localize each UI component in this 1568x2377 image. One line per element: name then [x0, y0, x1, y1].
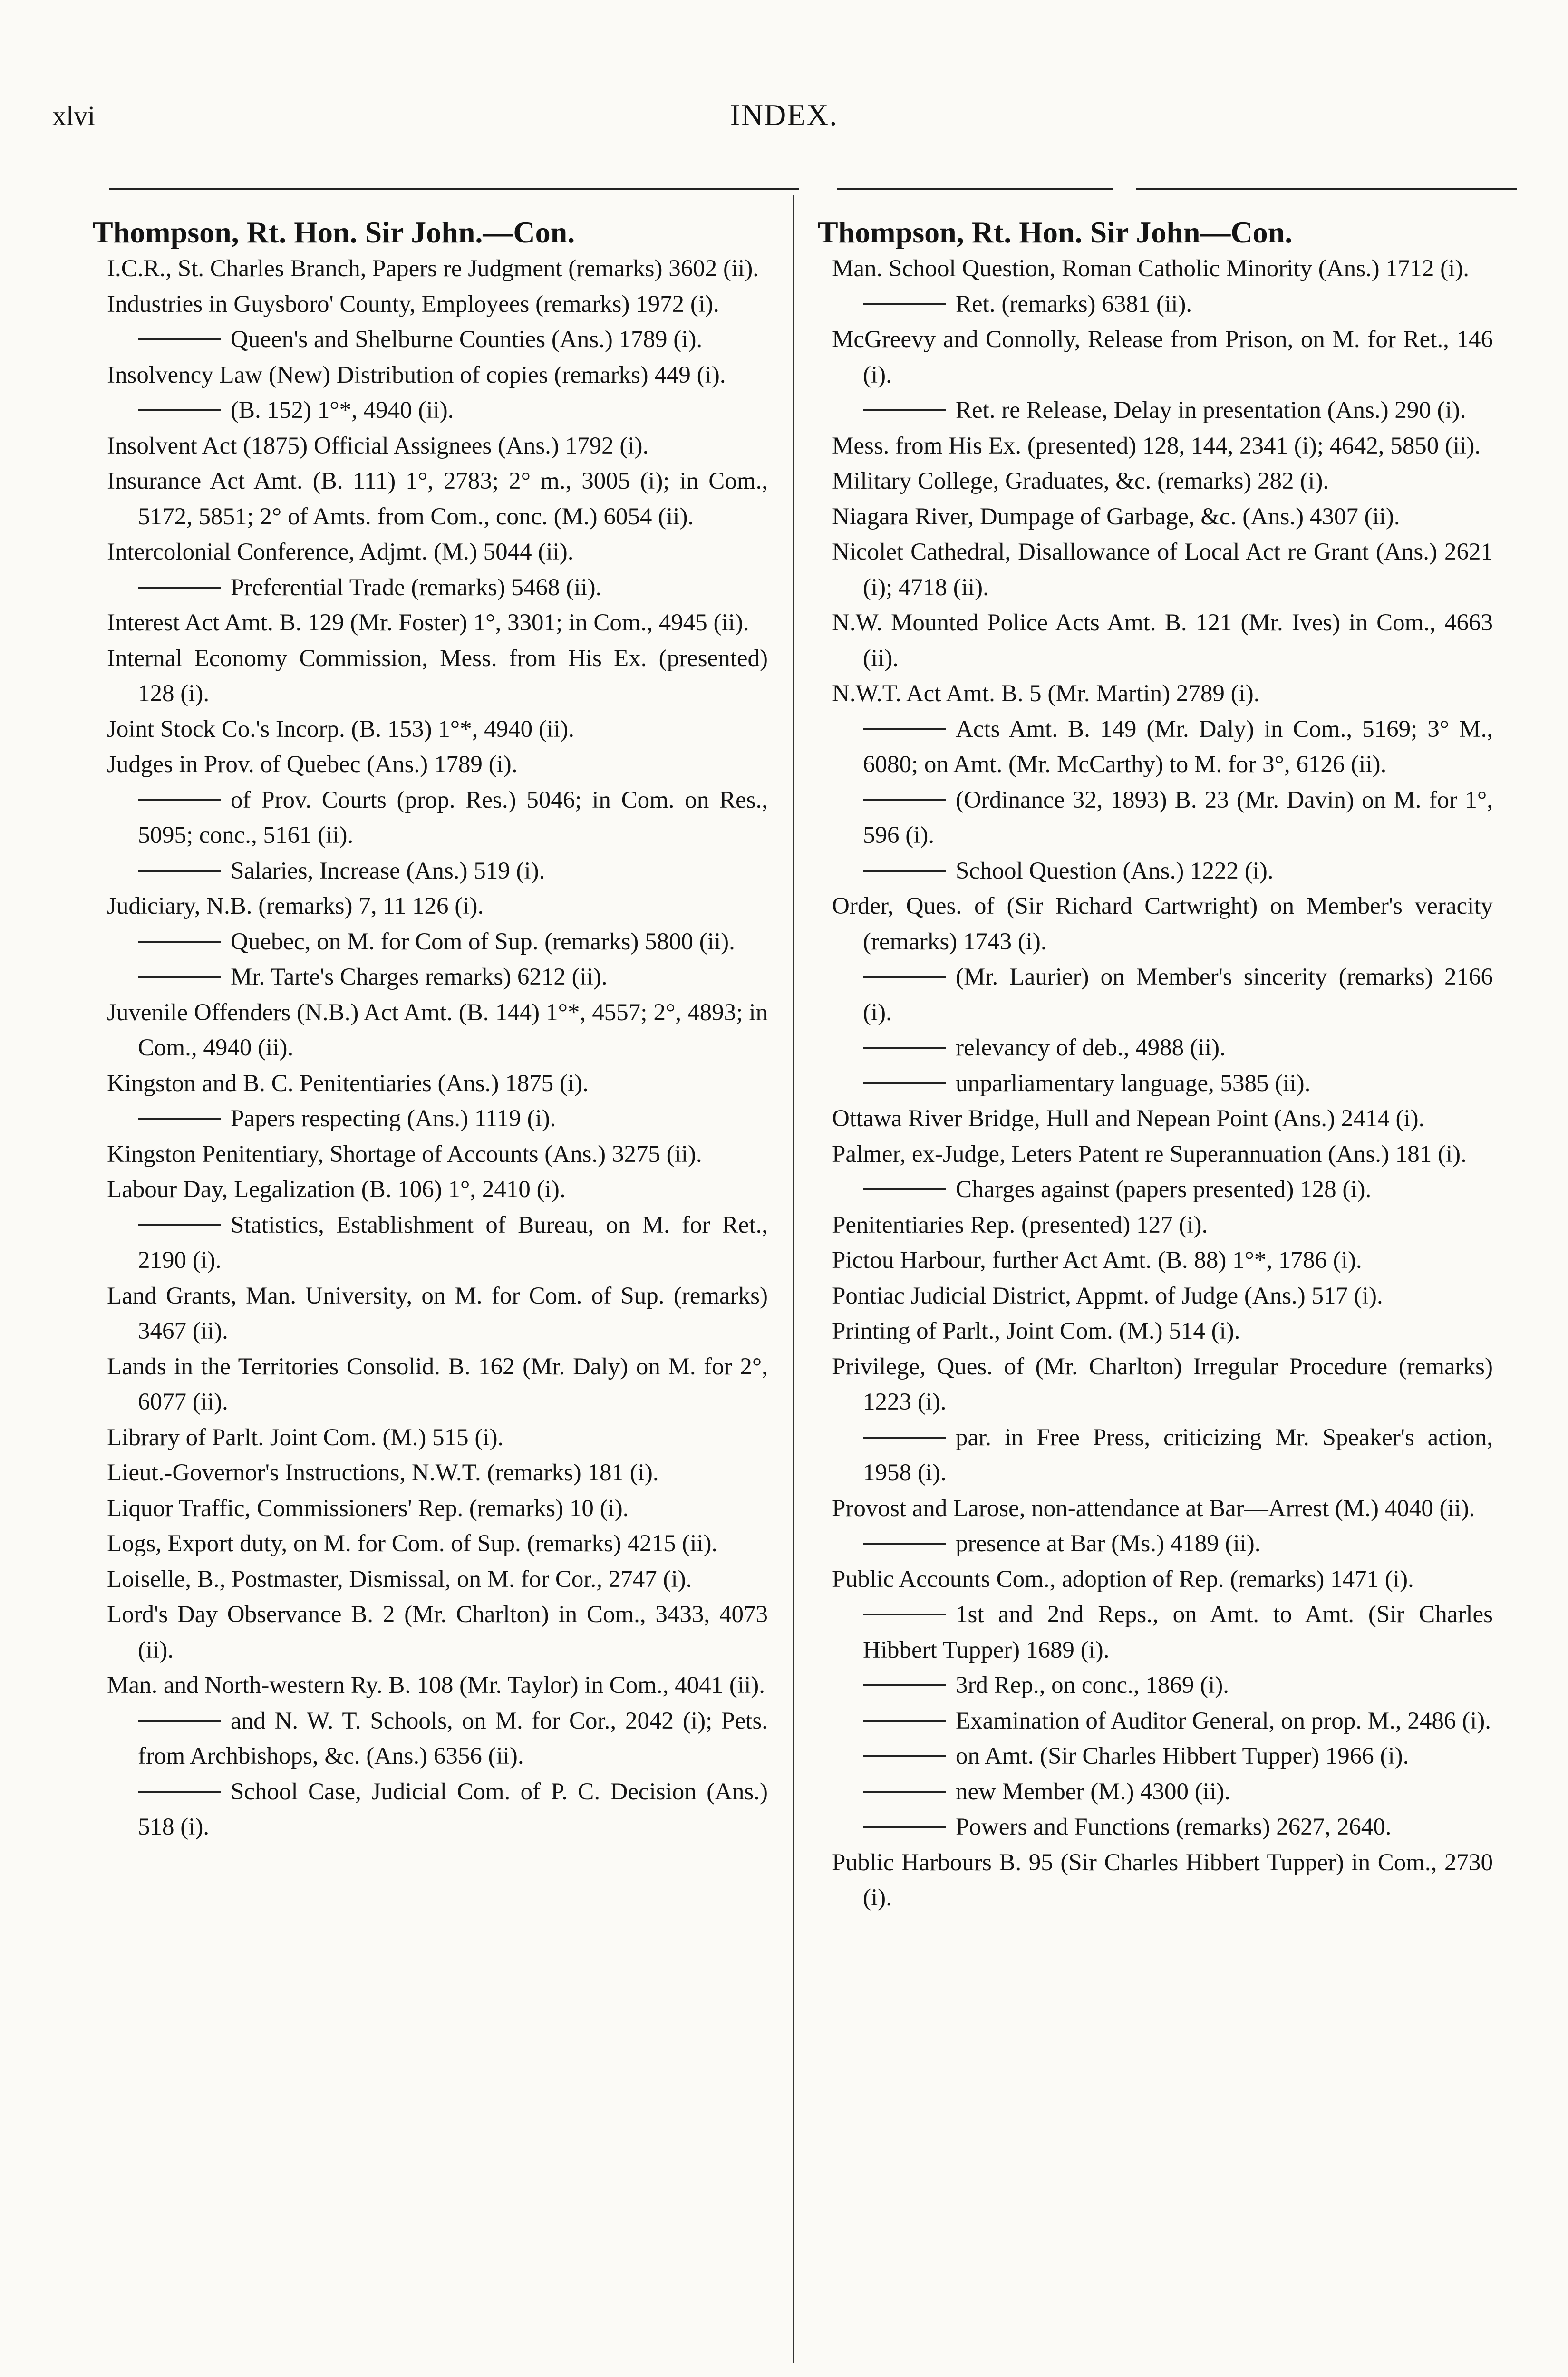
index-entry: [818, 676, 1493, 712]
index-subentry: [818, 1172, 1493, 1208]
entry-text: Lands in the Territories Consolid. B. 162 (Mr. Daly) on M. for 2°, 6077 (ii).: [107, 1353, 768, 1415]
index-entry: [818, 322, 1493, 393]
index-subentry: [818, 1703, 1493, 1739]
index-subentry: [818, 783, 1493, 853]
ditto-dash: [863, 303, 946, 305]
entry-text: unparliamentary language, 5385 (ii).: [956, 1070, 1311, 1097]
index-subentry: [818, 1526, 1493, 1562]
entry-text: N.W. Mounted Police Acts Amt. B. 121 (Mr. Ives) in Com., 4663 (ii).: [832, 609, 1493, 672]
entry-text: McGreevy and Connolly, Release from Prison, on M. for Ret., 146 (i).: [832, 326, 1493, 388]
index-entry: [818, 534, 1493, 605]
entry-text: Intercolonial Conference, Adjmt. (M.) 5044 (ii).: [107, 539, 574, 565]
ditto-dash: [863, 1188, 946, 1190]
index-entry: [93, 605, 768, 641]
ditto-dash: [138, 1118, 221, 1120]
ditto-dash: [138, 587, 221, 589]
index-subentry: [818, 1809, 1493, 1845]
entry-text: on Amt. (Sir Charles Hibbert Tupper) 1966 (i).: [956, 1743, 1409, 1769]
index-entry: [818, 1278, 1493, 1314]
index-entry: [93, 358, 768, 393]
entry-text: Papers respecting (Ans.) 1119 (i).: [231, 1105, 556, 1132]
entry-text: Palmer, ex-Judge, Leters Patent re Superannuation (Ans.) 181 (i).: [832, 1140, 1467, 1168]
entry-text: Land Grants, Man. University, on M. for Com. of Sup. (remarks) 3467 (ii).: [107, 1282, 768, 1344]
header-rule: [109, 188, 799, 190]
entry-text: Public Accounts Com., adoption of Rep. (remarks) 1471 (i).: [832, 1565, 1414, 1593]
entry-text: Kingston Penitentiary, Shortage of Accounts (Ans.) 3275 (ii).: [107, 1140, 702, 1168]
index-entry: [93, 428, 768, 464]
entry-text: Lord's Day Observance B. 2 (Mr. Charlton) in Com., 3433, 4073 (ii).: [107, 1601, 768, 1663]
entry-text: Penitentiaries Rep. (presented) 127 (i).: [832, 1211, 1208, 1238]
column-heading: Thompson, Rt. Hon. Sir John—Con.: [818, 215, 1293, 249]
entry-text: Acts Amt. B. 149 (Mr. Daly) in Com., 5169; 3° M., 6080; on Amt. (Mr. McCarthy) to M. for 3°, 6126 (ii).: [863, 715, 1493, 778]
index-entry: [93, 1597, 768, 1668]
ditto-dash: [863, 1437, 946, 1439]
index-subentry: [93, 393, 768, 428]
index-subentry: [93, 783, 768, 853]
entry-text: Man. School Question, Roman Catholic Minority (Ans.) 1712 (i).: [832, 255, 1470, 282]
index-entry: [93, 1562, 768, 1597]
entry-text: Printing of Parlt., Joint Com. (M.) 514 (i).: [832, 1318, 1240, 1344]
entry-text: Ottawa River Bridge, Hull and Nepean Point (Ans.) 2414 (i).: [832, 1105, 1425, 1132]
index-entry: [93, 464, 768, 534]
index-entry: [93, 1137, 768, 1172]
entry-text: Queen's and Shelburne Counties (Ans.) 1789 (i).: [231, 326, 703, 353]
column-heading: Thompson, Rt. Hon. Sir John.—Con.: [93, 215, 575, 249]
entry-list: [93, 251, 768, 1845]
entry-list: [818, 251, 1493, 1916]
ditto-dash: [863, 728, 946, 730]
index-entry: [818, 1314, 1493, 1349]
entry-text: Pontiac Judicial District, Appmt. of Judge (Ans.) 517 (i).: [832, 1282, 1383, 1309]
index-subentry: [818, 393, 1493, 428]
entry-text: Judiciary, N.B. (remarks) 7, 11 126 (i).: [107, 893, 484, 919]
index-subentry: [818, 853, 1493, 889]
index-entry: [818, 1349, 1493, 1420]
entry-text: Ret. (remarks) 6381 (ii).: [956, 290, 1192, 318]
index-entry: [93, 1526, 768, 1562]
entry-text: Ret. re Release, Delay in presentation (Ans.) 290 (i).: [956, 397, 1466, 424]
index-subentry: [93, 1703, 768, 1774]
entry-text: Liquor Traffic, Commissioners' Rep. (remarks) 10 (i).: [107, 1495, 629, 1522]
index-subentry: [93, 959, 768, 995]
entry-text: Judges in Prov. of Quebec (Ans.) 1789 (i).: [107, 751, 518, 778]
column-divider: [793, 195, 794, 2363]
right-column: [818, 214, 1493, 1916]
entry-text: relevancy of deb., 4988 (ii).: [956, 1034, 1226, 1061]
ditto-dash: [863, 1791, 946, 1793]
entry-text: Privilege, Ques. of (Mr. Charlton) Irregular Procedure (remarks) 1223 (i).: [832, 1353, 1493, 1415]
entry-text: Powers and Functions (remarks) 2627, 2640.: [956, 1814, 1392, 1840]
index-entry: [93, 712, 768, 747]
index-entry: [818, 499, 1493, 535]
entry-text: 3rd Rep., on conc., 1869 (i).: [956, 1672, 1229, 1699]
page-number: xlvi: [52, 100, 96, 131]
index-entry: [818, 464, 1493, 499]
header-rule: [1136, 188, 1517, 190]
index-subentry: [818, 959, 1493, 1030]
index-subentry: [818, 1774, 1493, 1810]
index-entry: [93, 1172, 768, 1208]
entry-text: Mr. Tarte's Charges remarks) 6212 (ii).: [231, 964, 608, 990]
index-subentry: [93, 853, 768, 889]
index-subentry: [93, 322, 768, 358]
entry-text: Juvenile Offenders (N.B.) Act Amt. (B. 144) 1°*, 4557; 2°, 4893; in Com., 4940 (ii).: [107, 999, 768, 1061]
index-entry: [93, 641, 768, 712]
entry-text: School Question (Ans.) 1222 (i).: [956, 857, 1274, 884]
entry-text: Public Harbours B. 95 (Sir Charles Hibbert Tupper) in Com., 2730 (i).: [832, 1849, 1493, 1911]
entry-text: of Prov. Courts (prop. Res.) 5046; in Com. on Res., 5095; conc., 5161 (ii).: [138, 786, 768, 849]
index-subentry: [818, 1420, 1493, 1491]
entry-text: (Mr. Laurier) on Member's sincerity (remarks) 2166 (i).: [863, 964, 1493, 1026]
index-entry: [93, 1349, 768, 1420]
index-entry: [818, 1243, 1493, 1278]
index-entry: [93, 1278, 768, 1349]
index-subentry: [818, 1066, 1493, 1102]
entry-text: Insurance Act Amt. (B. 111) 1°, 2783; 2° m., 3005 (i); in Com., 5172, 5851; 2° of Amts. from Com., conc. (M.) 6054 (ii).: [107, 468, 768, 530]
entry-text: Loiselle, B., Postmaster, Dismissal, on M. for Cor., 2747 (i).: [107, 1565, 692, 1593]
index-entry: [93, 889, 768, 924]
index-entry: [93, 1491, 768, 1527]
header-rule: [837, 188, 1113, 190]
index-entry: [93, 534, 768, 570]
ditto-dash: [863, 1720, 946, 1722]
entry-text: I.C.R., St. Charles Branch, Papers re Judgment (remarks) 3602 (ii).: [107, 255, 759, 282]
entry-text: Industries in Guysboro' County, Employees (remarks) 1972 (i).: [107, 290, 719, 318]
ditto-dash: [863, 1755, 946, 1757]
running-head: INDEX.: [730, 98, 838, 132]
index-subentry: [93, 570, 768, 606]
entry-text: Logs, Export duty, on M. for Com. of Sup. (remarks) 4215 (ii).: [107, 1530, 718, 1557]
entry-text: Military College, Graduates, &c. (remarks) 282 (i).: [832, 468, 1329, 494]
index-entry: [818, 1137, 1493, 1172]
ditto-dash: [138, 338, 221, 340]
index-entry: [93, 747, 768, 783]
entry-text: N.W.T. Act Amt. B. 5 (Mr. Martin) 2789 (i).: [832, 680, 1260, 707]
ditto-dash: [138, 1720, 221, 1722]
entry-text: Labour Day, Legalization (B. 106) 1°, 2410 (i).: [107, 1176, 566, 1203]
entry-text: Statistics, Establishment of Bureau, on M. for Ret., 2190 (i).: [138, 1211, 768, 1274]
entry-text: Library of Parlt. Joint Com. (M.) 515 (i).: [107, 1424, 504, 1451]
ditto-dash: [138, 1791, 221, 1793]
entry-text: Internal Economy Commission, Mess. from His Ex. (presented) 128 (i).: [107, 645, 768, 707]
index-subentry: [818, 1597, 1493, 1668]
ditto-dash: [863, 799, 946, 801]
entry-text: Salaries, Increase (Ans.) 519 (i).: [231, 857, 545, 884]
entry-text: Preferential Trade (remarks) 5468 (ii).: [231, 574, 602, 601]
entry-text: Kingston and B. C. Penitentiaries (Ans.) 1875 (i).: [107, 1070, 589, 1097]
entry-text: (B. 152) 1°*, 4940 (ii).: [231, 397, 454, 424]
index-entry: [93, 251, 768, 287]
ditto-dash: [863, 1826, 946, 1828]
index-entry: [93, 287, 768, 322]
index-entry: [93, 1455, 768, 1491]
left-column: [93, 214, 768, 1845]
ditto-dash: [863, 870, 946, 872]
ditto-dash: [138, 941, 221, 943]
ditto-dash: [138, 1224, 221, 1226]
ditto-dash: [863, 409, 946, 411]
index-subentry: [93, 1774, 768, 1845]
index-entry: [93, 1668, 768, 1703]
index-subentry: [93, 924, 768, 960]
entry-text: Insolvent Act (1875) Official Assignees (Ans.) 1792 (i).: [107, 432, 649, 459]
index-entry: [818, 605, 1493, 676]
ditto-dash: [138, 976, 221, 978]
ditto-dash: [138, 799, 221, 801]
index-subentry: [93, 1208, 768, 1278]
index-subentry: [818, 287, 1493, 322]
index-subentry: [818, 1030, 1493, 1066]
index-entry: [93, 995, 768, 1066]
index-entry: [818, 251, 1493, 287]
index-entry: [818, 1208, 1493, 1243]
index-subentry: [818, 1739, 1493, 1774]
entry-text: Niagara River, Dumpage of Garbage, &c. (Ans.) 4307 (ii).: [832, 503, 1400, 530]
entry-text: Insolvency Law (New) Distribution of copies (remarks) 449 (i).: [107, 361, 726, 388]
index-entry: [818, 428, 1493, 464]
entry-text: (Ordinance 32, 1893) B. 23 (Mr. Davin) on M. for 1°, 596 (i).: [863, 786, 1493, 849]
index-entry: [818, 1491, 1493, 1527]
entry-text: par. in Free Press, criticizing Mr. Speaker's action, 1958 (i).: [863, 1424, 1493, 1486]
entry-text: 1st and 2nd Reps., on Amt. to Amt. (Sir Charles Hibbert Tupper) 1689 (i).: [863, 1601, 1493, 1663]
entry-text: Examination of Auditor General, on prop. M., 2486 (i).: [956, 1707, 1491, 1734]
entry-text: and N. W. T. Schools, on M. for Cor., 2042 (i); Pets. from Archbishops, &c. (Ans.) 6356 (ii).: [138, 1707, 768, 1769]
ditto-dash: [863, 1614, 946, 1615]
index-subentry: [818, 712, 1493, 783]
entry-text: School Case, Judicial Com. of P. C. Decision (Ans.) 518 (i).: [138, 1778, 768, 1840]
ditto-dash: [863, 1684, 946, 1686]
index-entry: [93, 1420, 768, 1456]
entry-text: Charges against (papers presented) 128 (i).: [956, 1176, 1372, 1203]
index-entry: [818, 889, 1493, 959]
index-subentry: [818, 1668, 1493, 1703]
entry-text: new Member (M.) 4300 (ii).: [956, 1778, 1230, 1805]
entry-text: Joint Stock Co.'s Incorp. (B. 153) 1°*, 4940 (ii).: [107, 715, 574, 743]
entry-text: Man. and North-western Ry. B. 108 (Mr. Taylor) in Com., 4041 (ii).: [107, 1672, 765, 1699]
ditto-dash: [863, 976, 946, 978]
index-entry: [818, 1101, 1493, 1137]
entry-text: Pictou Harbour, further Act Amt. (B. 88) 1°*, 1786 (i).: [832, 1247, 1362, 1274]
entry-text: Quebec, on M. for Com of Sup. (remarks) 5800 (ii).: [231, 928, 735, 955]
entry-text: Nicolet Cathedral, Disallowance of Local Act re Grant (Ans.) 2621 (i); 4718 (ii).: [832, 539, 1493, 601]
index-subentry: [93, 1101, 768, 1137]
ditto-dash: [863, 1047, 946, 1049]
index-entry: [818, 1845, 1493, 1916]
ditto-dash: [138, 409, 221, 411]
index-entry: [93, 1066, 768, 1102]
index-entry: [818, 1562, 1493, 1597]
ditto-dash: [863, 1082, 946, 1084]
ditto-dash: [138, 870, 221, 872]
entry-text: Interest Act Amt. B. 129 (Mr. Foster) 1°, 3301; in Com., 4945 (ii).: [107, 609, 749, 636]
entry-text: Order, Ques. of (Sir Richard Cartwright) on Member's veracity (remarks) 1743 (i).: [832, 893, 1493, 955]
entry-text: presence at Bar (Ms.) 4189 (ii).: [956, 1530, 1261, 1557]
entry-text: Lieut.-Governor's Instructions, N.W.T. (remarks) 181 (i).: [107, 1459, 659, 1486]
entry-text: Provost and Larose, non-attendance at Bar—Arrest (M.) 4040 (ii).: [832, 1495, 1475, 1522]
entry-text: Mess. from His Ex. (presented) 128, 144, 2341 (i); 4642, 5850 (ii).: [832, 432, 1481, 459]
ditto-dash: [863, 1543, 946, 1545]
